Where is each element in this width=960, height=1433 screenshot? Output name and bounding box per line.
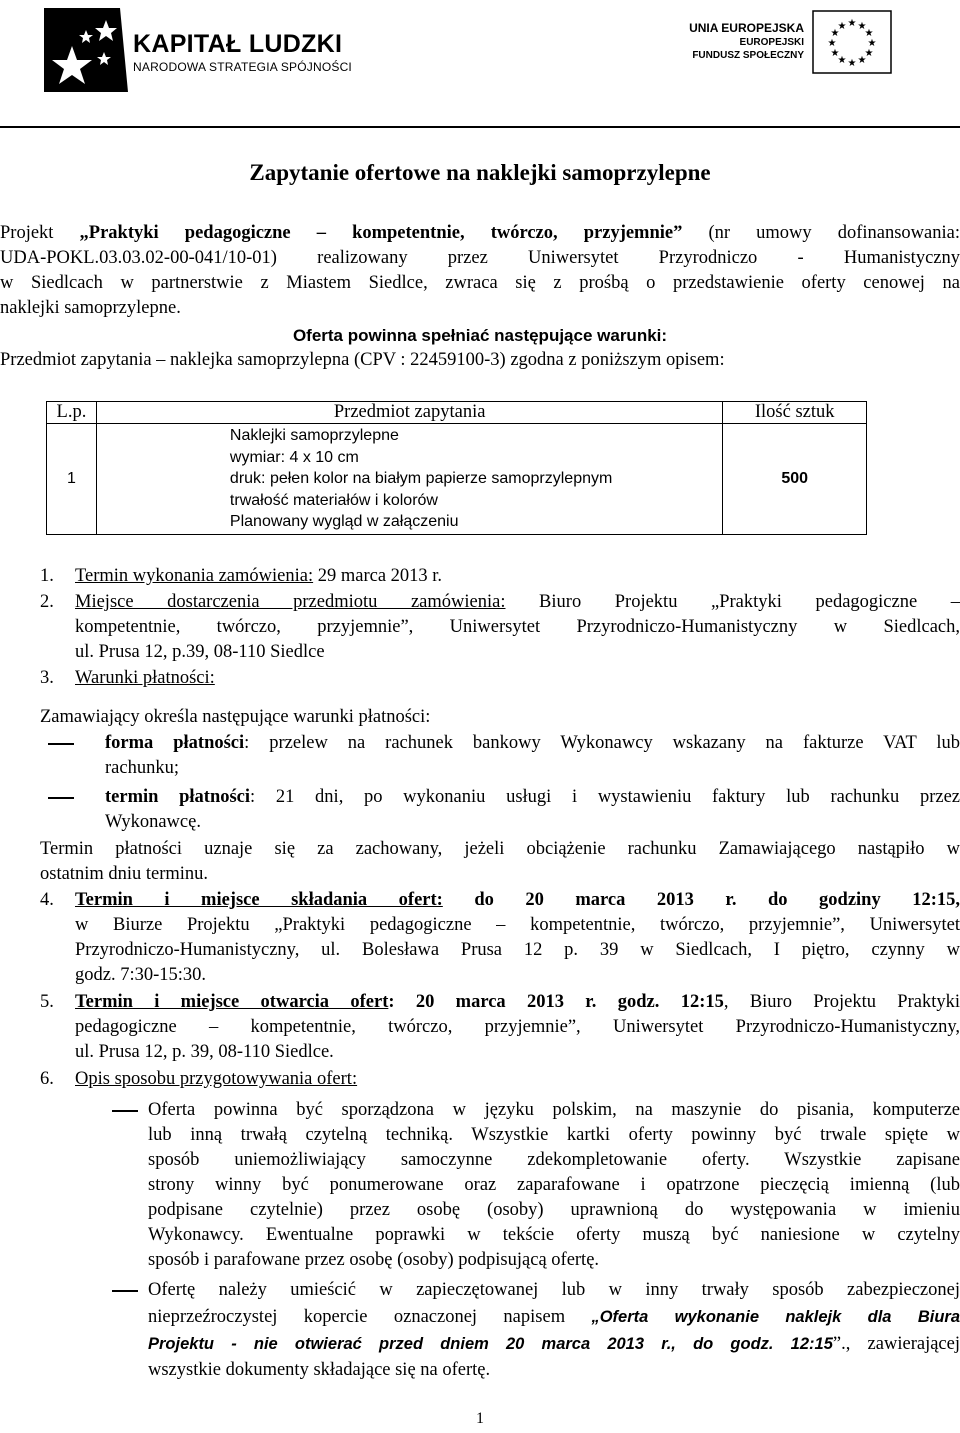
row-description	[96, 424, 722, 535]
table-row	[47, 424, 867, 535]
svg-text:★: ★	[864, 28, 874, 39]
prep-2-line-3: Projektu - nie otwierać przed dniem 20 marca 2013 r., do godz. 12:15”., zawierającej	[148, 1334, 960, 1354]
item-5-line-3: ul. Prusa 12, p. 39, 08-110 Siedlce.	[75, 1042, 334, 1062]
svg-text:★: ★	[857, 21, 867, 32]
eu-line-3: FUNDUSZ SPOŁECZNY	[692, 50, 804, 61]
item-line: druk: pełen kolor na białym papierze samoprzylepnym	[229, 470, 613, 488]
dash-bullet	[48, 797, 74, 799]
eu-text	[680, 20, 804, 62]
payment-term-line-2: Wykonawcę.	[105, 812, 201, 832]
svg-text:★: ★	[830, 28, 840, 39]
item-2-line-3: ul. Prusa 12, p.39, 08-110 Siedlce	[75, 642, 325, 662]
item-2-line-2: kompetentnie, twórczo, przyjemnie”, Uniwersytet Przyrodniczo-Humanistyczny w Siedlcach,	[75, 617, 960, 637]
svg-text:★: ★	[837, 21, 847, 32]
payment-form: forma płatności: przelew na rachunek bankowy Wykonawcy wskazany na fakturze VAT lub	[105, 733, 960, 753]
prep-line: Wykonawcy. Ewentualne poprawki w tekście oferty muszą być naniesione w czytelny	[148, 1225, 960, 1245]
item-line: Planowany wygląd w załączeniu	[229, 513, 459, 531]
header-subject: Przedmiot zapytania	[96, 402, 722, 424]
prep-2-line-2: nieprzeźroczystej kopercie oznaczonej napisem „Oferta wykonanie naklejk dla Biura	[148, 1307, 960, 1327]
page-number: 1	[476, 1410, 484, 1427]
prep-line: Oferta powinna być sporządzona w języku polskim, na maszynie do pisania, komputerze	[148, 1100, 960, 1120]
order-table	[46, 401, 867, 535]
dash-bullet	[48, 743, 74, 745]
payment-term: termin płatności: 21 dni, po wykonaniu usługi i wystawieniu faktury lub rachunku przez	[105, 787, 960, 807]
item-2-line-1: Miejsce dostarczenia przedmiotu zamówienia: Biuro Projektu „Praktyki pedagogiczne –	[75, 592, 960, 612]
svg-text:★: ★	[827, 38, 837, 49]
document-title: Zapytanie ofertowe na naklejki samoprzylepne	[249, 160, 711, 185]
item-5-line-2: pedagogiczne – kompetentnie, twórczo, przyjemnie”, Uniwersytet Przyrodniczo-Humanistyczny,	[75, 1017, 960, 1037]
prep-2-line-1: Ofertę należy umieścić w zapieczętowanej lub w inny trwały sposób zabezpieczonej	[148, 1280, 960, 1300]
prep-line: sposób uniemożliwiający samoczynne zdekompletowanie oferty. Wszystkie zapisane	[148, 1150, 960, 1170]
item-4-number: 4.	[40, 890, 54, 910]
conditions-heading: Oferta powinna spełniać następujące warunki:	[292, 326, 668, 345]
header-lp: L.p.	[47, 402, 97, 424]
header-quantity: Ilość sztuk	[723, 402, 867, 424]
program-title: KAPITAŁ LUDZKI	[133, 30, 343, 58]
prep-line: sposób i parafowane przez osobę (osoby) podpisującą ofertę.	[148, 1250, 600, 1270]
eu-flag-icon	[812, 10, 892, 74]
item-1-number: 1.	[40, 566, 54, 586]
prep-2-line-4: wszystkie dokumenty składające się na ofertę.	[148, 1360, 491, 1380]
row-quantity: 500	[723, 424, 867, 535]
payment-form-line-2: rachunku;	[105, 758, 179, 778]
svg-text:★: ★	[867, 38, 877, 49]
svg-text:★: ★	[837, 55, 847, 66]
row-lp: 1	[47, 424, 97, 535]
item-line: trwałość materiałów i kolorów	[229, 491, 438, 509]
eu-line-2: EUROPEJSKI	[739, 37, 804, 48]
payment-intro: Zamawiający określa następujące warunki płatności:	[40, 707, 431, 727]
item-line: wymiar: 4 x 10 cm	[229, 448, 359, 466]
item-4-line-1: Termin i miejsce składania ofert: do 20 marca 2013 r. do godziny 12:15,	[75, 890, 960, 910]
document-header	[0, 0, 960, 128]
program-subtitle: NARODOWA STRATEGIA SPÓJNOŚCI	[133, 60, 352, 74]
item-line: Naklejki samoprzylepne	[229, 427, 399, 445]
item-5-line-1: Termin i miejsce otwarcia ofert: 20 marca 2013 r. godz. 12:15, Biuro Projektu Praktyki	[75, 992, 960, 1012]
kapital-ludzki-logo-icon	[42, 6, 132, 92]
item-3-label: Warunki płatności:	[75, 668, 215, 688]
intro-line-4: naklejki samoprzylepne.	[0, 298, 181, 318]
prep-line: podpisane czytelnie) przez osobę (osoby) uprawnioną do występowania w imieniu	[148, 1200, 960, 1220]
item-4-line-3: Przyrodniczo-Humanistyczny, ul. Bolesława Prusa 12 p. 39 w Siedlcach, I piętro, czynny w	[75, 940, 960, 960]
item-1: Termin wykonania zamówienia: 29 marca 2013 r.	[75, 566, 443, 586]
svg-text:★: ★	[857, 55, 867, 66]
table-header-row	[47, 402, 867, 424]
dash-bullet	[112, 1290, 138, 1292]
item-5-number: 5.	[40, 992, 54, 1012]
intro-line-1: Projekt „Praktyki pedagogiczne – kompetentnie, twórczo, przyjemnie” (nr umowy dofinansowania:	[0, 223, 960, 243]
intro-line-2: UDA-POKL.03.03.02-00-041/10-01) realizowany przez Uniwersytet Przyrodniczo - Humanistyczny	[0, 248, 960, 268]
item-4-line-4: godz. 7:30-15:30.	[75, 965, 207, 985]
payment-note-line-1: Termin płatności uznaje się za zachowany, jeżeli obciążenie rachunku Zamawiającego nastąpiło w	[40, 839, 960, 859]
svg-text:★: ★	[847, 58, 857, 69]
prep-line: strony winny być ponumerowane oraz zaparafowane i opatrzone pieczęcią imienną (lub	[148, 1175, 960, 1195]
item-3-number: 3.	[40, 668, 54, 688]
svg-text:★: ★	[847, 18, 857, 29]
intro-line-3: w Siedlcach w partnerstwie z Miastem Siedlce, zwraca się z prośbą o przedstawienie oferty cenowej na	[0, 273, 960, 293]
payment-note-line-2: ostatnim dniu terminu.	[40, 864, 209, 884]
item-6-label: Opis sposobu przygotowywania ofert:	[75, 1069, 358, 1089]
eu-line-1: UNIA EUROPEJSKA	[689, 21, 804, 35]
item-6-number: 6.	[40, 1069, 54, 1089]
item-4-line-2: w Biurze Projektu „Praktyki pedagogiczne – kompetentnie, twórczo, przyjemnie”, Uniwersytet	[75, 915, 960, 935]
subject-line: Przedmiot zapytania – naklejka samoprzylepna (CPV : 22459100-3) zgodna z poniższym opisem:	[0, 350, 725, 370]
dash-bullet	[112, 1110, 138, 1112]
svg-text:★: ★	[830, 48, 840, 59]
svg-text:★: ★	[864, 48, 874, 59]
item-2-number: 2.	[40, 592, 54, 612]
prep-line: lub inną trwałą czytelną techniką. Wszystkie kartki oferty powinny być trwale spięte w	[148, 1125, 960, 1145]
header-divider	[0, 126, 960, 128]
